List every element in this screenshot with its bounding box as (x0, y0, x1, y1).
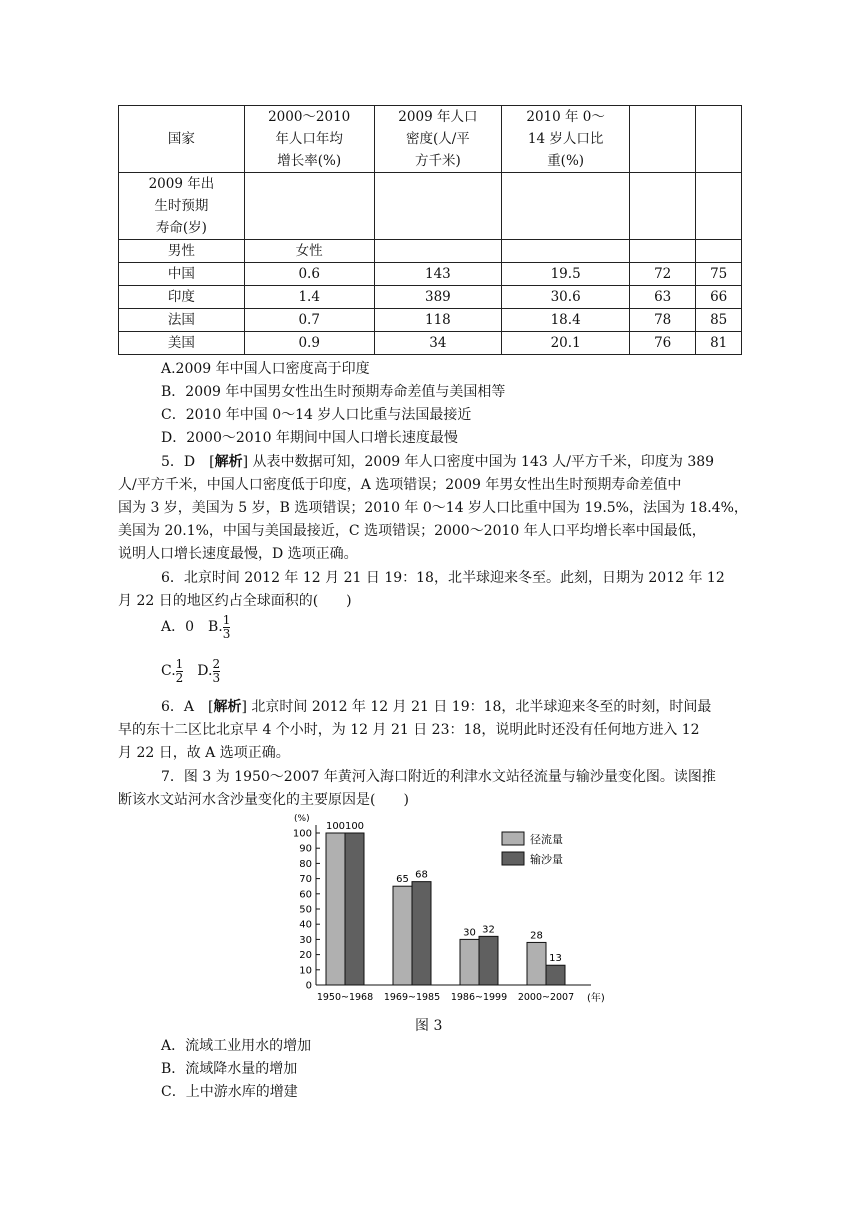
header-empty (630, 106, 696, 173)
x-tick-label: 2000~2007 (517, 992, 575, 1003)
answer-5-line: 5．D [解析] 从表中数据可知，2009 年人口密度中国为 143 人/平方千米，印度为 389 (161, 454, 715, 470)
y-tick-label: 20 (299, 950, 312, 962)
data-label: 13 (549, 953, 562, 965)
y-tick-label: 70 (299, 874, 312, 886)
analysis-tag: 解析 (213, 699, 242, 715)
data-label: 100 (325, 821, 346, 832)
runoff-sediment-chart (284, 814, 605, 1010)
header-country: 国家 (119, 106, 245, 173)
q6-options-ab: A．0 B. $\frac{1}{3}$ (161, 612, 231, 641)
header-male: 男性 (119, 240, 245, 263)
bar (479, 936, 498, 985)
answer-5-line: 说明人口增长速度最慢，D 选项正确。 (118, 546, 358, 562)
x-tick-label: 1969~1985 (383, 992, 441, 1003)
answer-5-line: 美国为 20.1%，中国与美国最接近，C 选项错误；2000～2010 年人口平均增长率中国最低， (118, 523, 706, 539)
analysis-tag: 解析 (214, 454, 243, 470)
bar (345, 833, 364, 985)
bar (412, 882, 431, 985)
table-row: 法国 0.7 118 18.4 78 85 (119, 309, 742, 332)
q6-options-cd: C. $\frac{1}{2}$ D. $\frac{2}{3}$ (161, 656, 221, 685)
bar (393, 886, 412, 985)
table-row: 中国 0.6 143 19.5 72 75 (119, 263, 742, 286)
y-tick-label: 40 (299, 919, 312, 931)
legend-label: 径流量 (530, 833, 563, 846)
y-tick-label: 10 (299, 965, 312, 977)
question-7-line: 7．图 3 为 1950～2007 年黄河入海口附近的利津水文站径流量与输沙量变化图。读图推 (161, 769, 716, 785)
q5-option-c: C．2010 年中国 0～14 岁人口比重与法国最接近 (161, 407, 472, 423)
header-youth: 2010 年 0～ 14 岁人口比 重(%) (502, 106, 630, 173)
x-tick-label: 1986~1999 (450, 992, 508, 1003)
header-empty (696, 106, 742, 173)
data-label: 28 (530, 930, 543, 942)
q7-option-c: C．上中游水库的增建 (161, 1084, 298, 1100)
y-tick-label: 90 (299, 843, 312, 855)
header-density: 2009 年人口 密度(人/平 方千米) (374, 106, 502, 173)
table-row: 美国 0.9 34 20.1 76 81 (119, 332, 742, 355)
question-6-line: 月 22 日的地区约占全球面积的( ) (118, 593, 352, 609)
bar (326, 833, 345, 985)
y-unit-label: (%) (294, 814, 310, 824)
header-growth: 2000～2010 年人口年均 增长率(%) (244, 106, 374, 173)
answer-6-line: 6．A [解析] 北京时间 2012 年 12 月 21 日 19：18，北半球迎来冬至的时刻，时间最 (161, 699, 712, 715)
q5-option-a: A.2009 年中国人口密度高于印度 (161, 361, 370, 377)
x-unit-label: (年) (587, 993, 605, 1004)
q5-option-b: B．2009 年中国男女性出生时预期寿命差值与美国相等 (161, 384, 506, 400)
answer-6-line: 早的东十二区比北京早 4 个小时，为 12 月 21 日 23：18，说明此时还没有任何地方进入 12 (118, 722, 700, 738)
legend-label: 输沙量 (530, 853, 563, 866)
y-tick-label: 60 (299, 889, 312, 901)
bar (546, 965, 565, 985)
header-female: 女性 (244, 240, 374, 263)
y-tick-label: 50 (299, 904, 312, 916)
y-tick-label: 30 (299, 934, 312, 946)
legend-swatch (502, 832, 524, 845)
x-tick-label: 1950~1968 (316, 992, 374, 1003)
header-life-expectancy: 2009 年出 生时预期 寿命(岁) (119, 173, 245, 240)
legend-swatch (502, 852, 524, 865)
q5-option-d: D．2000～2010 年期间中国人口增长速度最慢 (161, 430, 458, 446)
q7-option-b: B．流域降水量的增加 (161, 1061, 298, 1077)
data-label: 30 (463, 927, 476, 939)
y-tick-label: 0 (305, 980, 312, 992)
y-tick-label: 100 (292, 828, 312, 840)
bar-chart-svg (284, 814, 605, 1010)
bar (527, 942, 546, 985)
table-row: 印度 1.4 389 30.6 63 66 (119, 286, 742, 309)
answer-6-line: 月 22 日，故 A 选项正确。 (118, 745, 290, 761)
fraction-two-thirds: $\frac{2}{3}$ (212, 656, 221, 685)
population-table (118, 105, 742, 355)
y-tick-label: 80 (299, 858, 312, 870)
answer-5-line: 人/平方千米，中国人口密度低于印度，A 选项错误；2009 年男女性出生时预期寿命差值中 (118, 477, 682, 493)
data-label: 65 (396, 874, 409, 886)
question-6-line: 6．北京时间 2012 年 12 月 21 日 19：18，北半球迎来冬至。此刻，日期为 2012 年 12 (161, 570, 725, 586)
fraction-one-third: $\frac{1}{3}$ (222, 612, 231, 641)
answer-5-line: 国为 3 岁，美国为 5 岁，B 选项错误；2010 年 0～14 岁人口比重中国为 19.5%，法国为 18.4%， (118, 500, 748, 516)
bar (460, 939, 479, 985)
data-label: 100 (344, 821, 365, 832)
q7-option-a: A．流域工业用水的增加 (161, 1038, 312, 1054)
data-label: 32 (482, 924, 495, 936)
data-label: 68 (415, 869, 428, 881)
question-7-line: 断该水文站河水含沙量变化的主要原因是( ) (118, 792, 409, 808)
fraction-one-half: $\frac{1}{2}$ (175, 656, 184, 685)
figure-caption: 图 3 (415, 1018, 443, 1034)
